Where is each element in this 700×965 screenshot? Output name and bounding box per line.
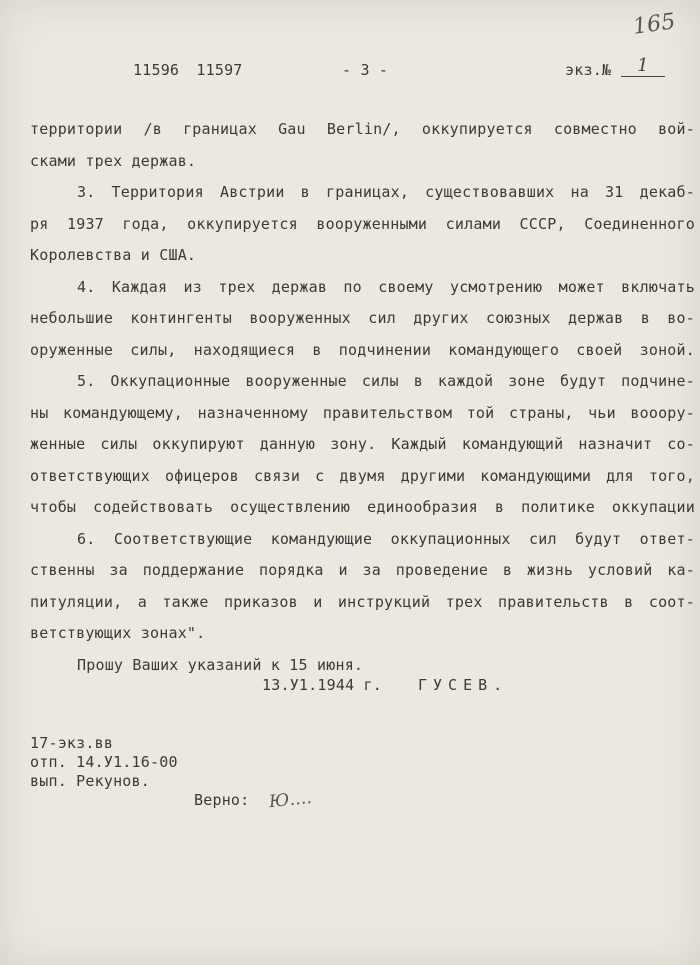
page-number-marker: - 3 - [342,61,389,79]
document-reference-numbers: 11596 11597 [133,61,243,79]
copy-number-label: экз.№ [565,61,612,79]
sent-note: отп. 14.У1.16-00 [30,753,178,771]
body-line: сками трех держав. [30,151,197,170]
request-line: Прошу Ваших указаний к 15 июня. [77,655,364,674]
body-line: ственны за поддержание порядка и за проведение в жизнь условий ка- [30,561,695,579]
paragraph-3-start: 3. Территория Австрии в границах, существовавших на 31 декаб- [77,183,695,201]
document-body [30,120,695,687]
body-line: ответствующих офицеров связи с двумя другими командующими для того, [30,466,695,485]
body-line: ветствующих зонах". [30,624,206,642]
paragraph-6-start: 6. Соответствующие командующие оккупационных сил будут ответ- [77,529,695,548]
paragraph-4-start: 4. Каждая из трех держав по своему усмотрению может включать [77,277,695,296]
body-line: чтобы содействовать осуществлению единообразия в политике оккупации [30,498,695,516]
copies-note: 17-экз.вв [30,734,114,752]
verification-line [194,787,313,813]
copy-number-handwritten: 1 [621,55,665,77]
handwritten-folio-number: 165 [631,9,678,40]
body-line: Королевства и США. [30,246,197,264]
verified-label: Верно: [194,791,250,809]
body-line: ря 1937 года, оккупируется вооруженными силами СССР, Соединенного [30,214,695,233]
document-header [0,55,700,81]
signature-date: 13.У1.1944 г. [262,676,382,694]
signatory-name: ГУСЕВ. [418,676,509,694]
paragraph-5-start: 5. Оккупационные вооруженные силы в каждой зоне будут подчине- [77,372,695,390]
body-line: женные силы оккупируют данную зону. Каждый командующий назначит со- [30,435,695,453]
body-line: ны командующему, назначенному правительством той страны, чьи вооору- [30,403,695,422]
distribution-notes [30,734,178,791]
body-line: небольшие контингенты вооруженных сил других союзных держав в во- [30,309,695,327]
body-line: питуляции, а также приказов и инструкций трех правительств в соот- [30,592,695,611]
handwritten-signature: Ю.... [267,787,313,813]
body-line: оруженные силы, находящиеся в подчинении командующего своей зоной. [30,340,695,359]
body-line: территории /в границах Gau Berlin/, оккупируется совместно вой- [30,120,695,138]
executor-note: вып. Рекунов. [30,772,150,790]
